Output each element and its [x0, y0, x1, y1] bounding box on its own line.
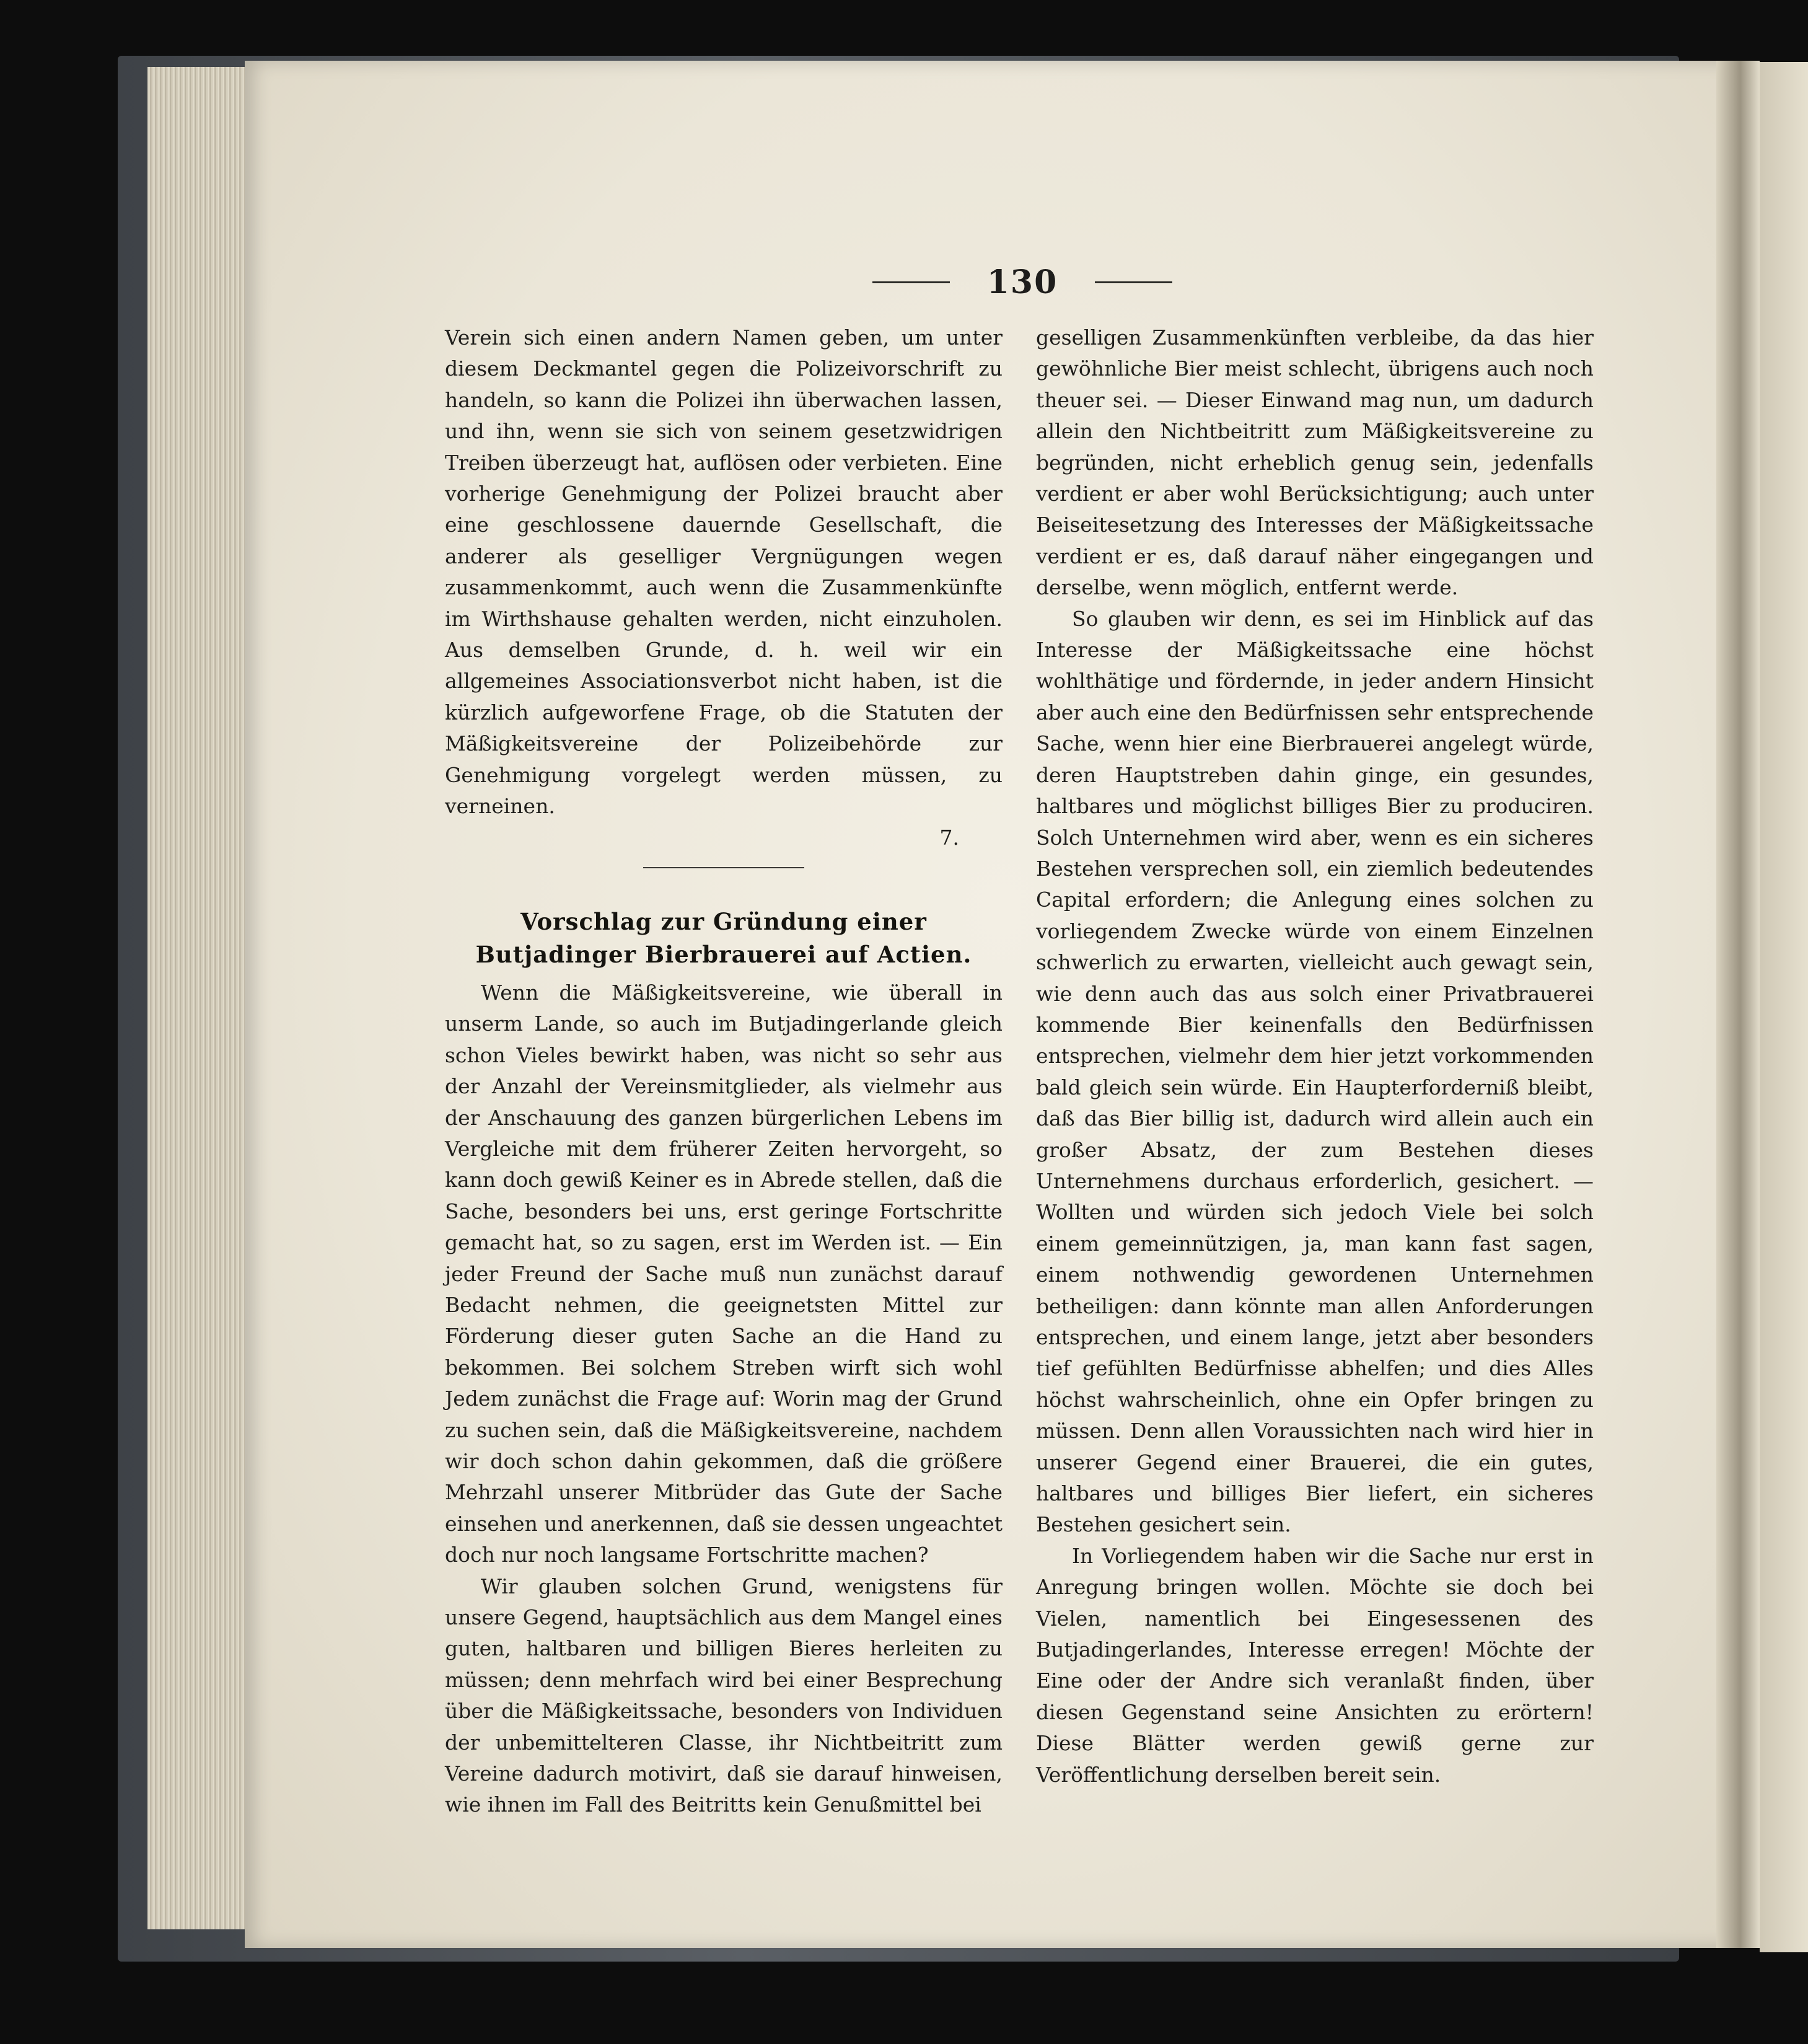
intro-text: Verein sich einen andern Namen geben, um unter diesem Deckmantel gegen die Polizeivorschrift zu handeln, so kann die Polizei ihn überwachen lassen, und ihn, wenn sie sich von seinem gesetzwidrigen Treiben überzeugt hat, auflösen oder verbieten. Eine vorherige Genehmigung der Polizei braucht aber eine geschlossene dauernde Gesellschaft, die anderer als geselliger Vergnügungen wegen zusammenkommt, auch wenn die Zusammenkünfte im Wirthshause gehalten werden, nicht einzuholen. Aus demselben Grunde, d. h. weil wir ein allgemeines Associationsverbot nicht haben, ist die kürzlich aufgeworfene Frage, ob die Statuten der Mäßigkeitsvereine der Polizeibehörde zur Genehmigung vorgelegt werden müssen, zu verneinen. [445, 325, 1003, 819]
article-title: Vorschlag zur Gründung einer Butjadinger Bierbrauerei auf Actien. [475, 907, 972, 968]
article-paragraph-1: Wenn die Mäßigkeitsvereine, wie überall in unserm Lande, so auch im Butjadingerlande gleich schon Vieles bewirkt haben, was nicht so sehr aus der Anzahl der Vereinsmitglieder, als vielmehr aus der Anschauung des ganzen bürgerlichen Lebens im Vergleiche mit dem früherer Zeiten hervorgeht, so kann doch gewiß Keiner es in Abrede stellen, daß die Sache, besonders bei uns, erst geringe Fortschritte gemacht hat, so zu sagen, erst im Werden ist. — Ein jeder Freund der Sache muß nun zunächst darauf Bedacht nehmen, die geeignetsten Mittel zur Förderung dieser guten Sache an die Hand zu bekommen. Bei solchem Streben wirft sich wohl Jedem zunächst die Frage auf: Worin mag der Grund zu suchen sein, daß die Mäßigkeitsvereine, nachdem wir doch schon dahin gekommen, daß die größere Mehrzahl unserer Mitbrüder das Gute der Sache einsehen und anerkennen, daß sie dessen ungeachtet doch nur noch langsame Fortschritte machen? [445, 980, 1003, 1567]
page-header [861, 257, 1183, 307]
section-divider [643, 867, 804, 868]
author-signature: 7. [939, 825, 959, 850]
continued-paragraph: geselligen Zusammenkünften verbleibe, da das hier gewöhnliche Bier meist schlecht, übrigens auch noch theuer sei. — Dieser Einwand mag nun, um dadurch allein den Nichtbeitritt zum Mäßigkeitsvereine zu begründen, nicht erheblich genug sein, jedenfalls verdient er aber wohl Berücksichtigung; auch unter Beiseitesetzung des Interesses der Mäßigkeitssache verdient er es, daß darauf näher eingegangen und derselbe, wenn möglich, entfernt werde. [1036, 325, 1594, 600]
left-column [445, 322, 1003, 1821]
article-paragraph-2: Wir glauben solchen Grund, wenigstens für unsere Gegend, hauptsächlich aus dem Mangel eines guten, haltbaren und billigen Bieres herleiten zu müssen; denn mehrfach wird bei einer Besprechung über die Mäßigkeitssache, besonders von Individuen der unbemittelteren Classe, ihr Nichtbeitritt zum Vereine dadurch motivirt, daß sie darauf hinweisen, wie ihnen im Fall des Beitritts kein Genußmittel bei [445, 1574, 1003, 1817]
header-rule-left [872, 281, 950, 283]
article-paragraph-3: So glauben wir denn, es sei im Hinblick auf das Interesse der Mäßigkeitssache eine höchst wohlthätige und fördernde, in jeder andern Hinsicht aber auch eine den Bedürfnissen sehr entsprechende Sache, wenn hier eine Bierbrauerei angelegt würde, deren Hauptstreben dahin ginge, ein gesundes, haltbares und möglichst billiges Bier zu produciren. Solch Unternehmen wird aber, wenn es ein sicheres Bestehen versprechen soll, ein ziemlich bedeutendes Capital erfordern; die Anlegung eines solchen zu vorliegendem Zwecke würde von einem Einzelnen schwerlich zu erwarten, vielleicht auch gewagt sein, wie denn auch das aus solch einer Privatbrauerei kommende Bier keinenfalls den Bedürfnissen entsprechen, vielmehr dem hier jetzt vorkommenden bald gleich sein würde. Ein Haupterforderniß bleibt, daß das Bier billig ist, dadurch wird allein auch ein großer Absatz, der zum Bestehen dieses Unternehmens durchaus erforderlich, gesichert. — Wollten und würden sich jedoch Viele bei solch einem gemeinnützigen, ja, man kann fast sagen, einem nothwendig gewordenen Unternehmen betheiligen: dann könnte man allen Anforderungen entsprechen, und einem lange, jetzt aber besonders tief gefühlten Bedürfnisse abhelfen; und dies Alles höchst wahrscheinlich, ohne ein Opfer bringen zu müssen. Denn allen Voraussichten nach wird hier in unserer Gegend einer Brauerei, die ein gutes, haltbares und billiges Bier liefert, ein sicheres Bestehen gesichert sein. [1036, 606, 1594, 1537]
page-number: 130 [986, 263, 1058, 301]
book-gutter [1716, 61, 1760, 1948]
page-edges [147, 67, 247, 1929]
header-rule-right [1095, 281, 1172, 283]
signature-line [445, 822, 1003, 853]
intro-paragraph [445, 322, 1003, 822]
right-column [1036, 322, 1594, 1791]
article-paragraph-4: In Vorliegendem haben wir die Sache nur erst in Anregung bringen wollen. Möchte sie doch bei Vielen, namentlich bei Eingesessenen des Butjadingerlandes, Interesse erregen! Möchte der Eine oder der Andre sich veranlaßt finden, über diesen Gegenstand seine Ansichten zu erörtern! Diese Blätter werden gewiß gerne zur Veröffentlichung derselben bereit sein. [1036, 1543, 1594, 1787]
facing-page-edge [1760, 62, 1808, 1952]
